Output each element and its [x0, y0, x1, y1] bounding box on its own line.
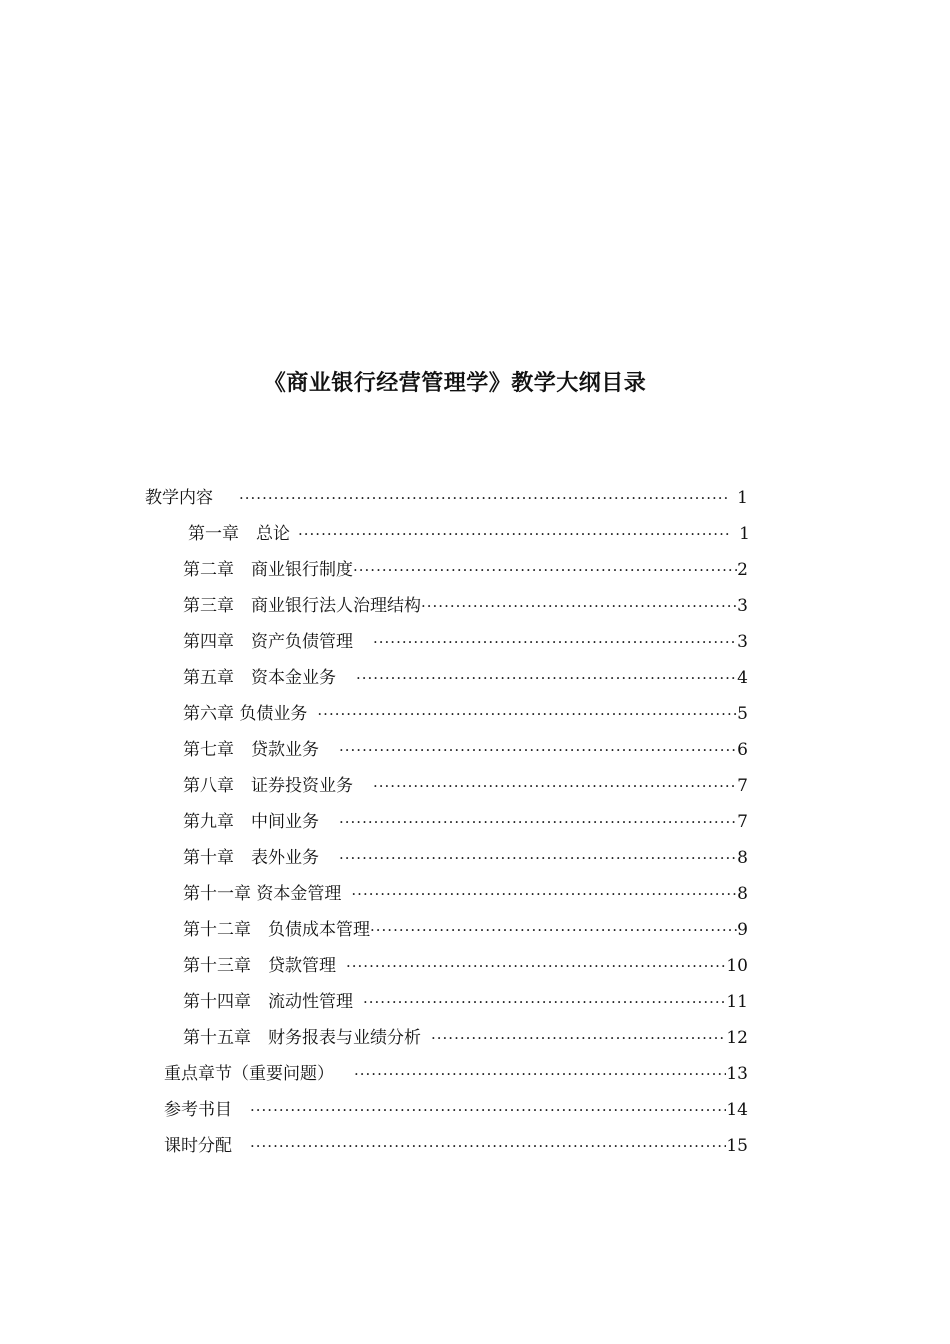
toc-entry-label: 参考书目	[164, 1100, 232, 1120]
toc-dot-leader	[346, 948, 726, 984]
toc-entry-label: 第十一章 资本金管理	[183, 884, 342, 904]
toc-entry-label: 第十五章 财务报表与业绩分析	[183, 1028, 421, 1048]
toc-entry-hours-allocation[interactable]	[164, 1128, 748, 1164]
toc-entry-chapter-14[interactable]	[183, 984, 748, 1020]
toc-entry-page: 12	[726, 1028, 748, 1048]
toc-entry-chapter-15[interactable]	[183, 1020, 748, 1056]
toc-entry-page: 3	[737, 596, 748, 616]
toc-dot-leader	[363, 984, 726, 1020]
toc-entry-page: 9	[737, 920, 748, 940]
toc-dot-leader	[373, 624, 737, 660]
toc-dot-leader	[370, 912, 737, 948]
toc-entry-page: 7	[737, 776, 748, 796]
toc-entry-label: 第六章 负债业务	[183, 704, 308, 724]
toc-entry-page: 1	[737, 488, 748, 508]
toc-dot-leader	[353, 552, 737, 588]
toc-dot-leader	[339, 804, 737, 840]
toc-dot-leader	[373, 768, 737, 804]
toc-entry-label: 第九章 中间业务	[183, 812, 319, 832]
toc-entry-label: 第四章 资产负债管理	[183, 632, 353, 652]
toc-entry-chapter-10[interactable]	[183, 840, 748, 876]
toc-entry-page: 10	[726, 956, 748, 976]
toc-dot-leader	[356, 660, 737, 696]
toc-dot-leader	[339, 840, 737, 876]
toc-entry-label: 第十二章 负债成本管理	[183, 920, 370, 940]
toc-dot-leader	[421, 588, 737, 624]
toc-entry-page: 15	[726, 1136, 748, 1156]
toc-dot-leader	[339, 732, 737, 768]
toc-entry-label: 第五章 资本金业务	[183, 668, 336, 688]
toc-entry-page: 8	[737, 884, 748, 904]
toc-entry-chapter-4[interactable]	[183, 624, 748, 660]
toc-dot-leader	[354, 1056, 726, 1092]
toc-entry-label: 第十四章 流动性管理	[183, 992, 353, 1012]
toc-entry-key-chapters[interactable]	[164, 1056, 748, 1092]
toc-entry-teaching-content[interactable]	[145, 480, 748, 516]
toc-entry-label: 第十三章 贷款管理	[183, 956, 336, 976]
toc-entry-label: 第三章 商业银行法人治理结构	[183, 596, 421, 616]
toc-entry-chapter-1[interactable]	[188, 516, 750, 552]
toc-entry-chapter-7[interactable]	[183, 732, 748, 768]
toc-entry-page: 11	[726, 992, 748, 1012]
toc-entry-label: 第八章 证券投资业务	[183, 776, 353, 796]
toc-entry-chapter-3[interactable]	[183, 588, 748, 624]
toc-entry-page: 3	[737, 632, 748, 652]
toc-entry-label: 第二章 商业银行制度	[183, 560, 353, 580]
toc-entry-page: 6	[737, 740, 748, 760]
toc-dot-leader	[431, 1020, 726, 1056]
toc-entry-label: 教学内容	[145, 488, 213, 508]
toc-entry-page: 5	[737, 704, 748, 724]
toc-dot-leader	[250, 1128, 726, 1164]
toc-entry-page: 1	[739, 524, 750, 544]
toc-entry-chapter-8[interactable]	[183, 768, 748, 804]
toc-entry-label: 课时分配	[164, 1136, 232, 1156]
toc-dot-leader	[351, 876, 737, 912]
page-title: 《商业银行经营管理学》教学大纲目录	[263, 371, 647, 396]
toc-entry-chapter-9[interactable]	[183, 804, 748, 840]
toc-entry-label: 第一章 总论	[188, 524, 290, 544]
toc-entry-chapter-11[interactable]	[183, 876, 748, 912]
toc-entry-page: 8	[737, 848, 748, 868]
toc-entry-page: 4	[737, 668, 748, 688]
toc-entry-page: 7	[737, 812, 748, 832]
toc-entry-page: 14	[726, 1100, 748, 1120]
toc-entry-label: 重点章节（重要问题）	[164, 1064, 334, 1084]
toc-dot-leader	[317, 696, 737, 732]
toc-dot-leader	[298, 516, 729, 552]
toc-entry-references[interactable]	[164, 1092, 748, 1128]
toc-dot-leader	[250, 1092, 726, 1128]
toc-dot-leader	[239, 480, 727, 516]
toc-entry-chapter-12[interactable]	[183, 912, 748, 948]
toc-entry-page: 13	[726, 1064, 748, 1084]
toc-entry-label: 第十章 表外业务	[183, 848, 319, 868]
toc-entry-page: 2	[737, 560, 748, 580]
toc-entry-chapter-2[interactable]	[183, 552, 748, 588]
toc-entry-chapter-13[interactable]	[183, 948, 748, 984]
toc-entry-chapter-6[interactable]	[183, 696, 748, 732]
toc-entry-label: 第七章 贷款业务	[183, 740, 319, 760]
toc-entry-chapter-5[interactable]	[183, 660, 748, 696]
